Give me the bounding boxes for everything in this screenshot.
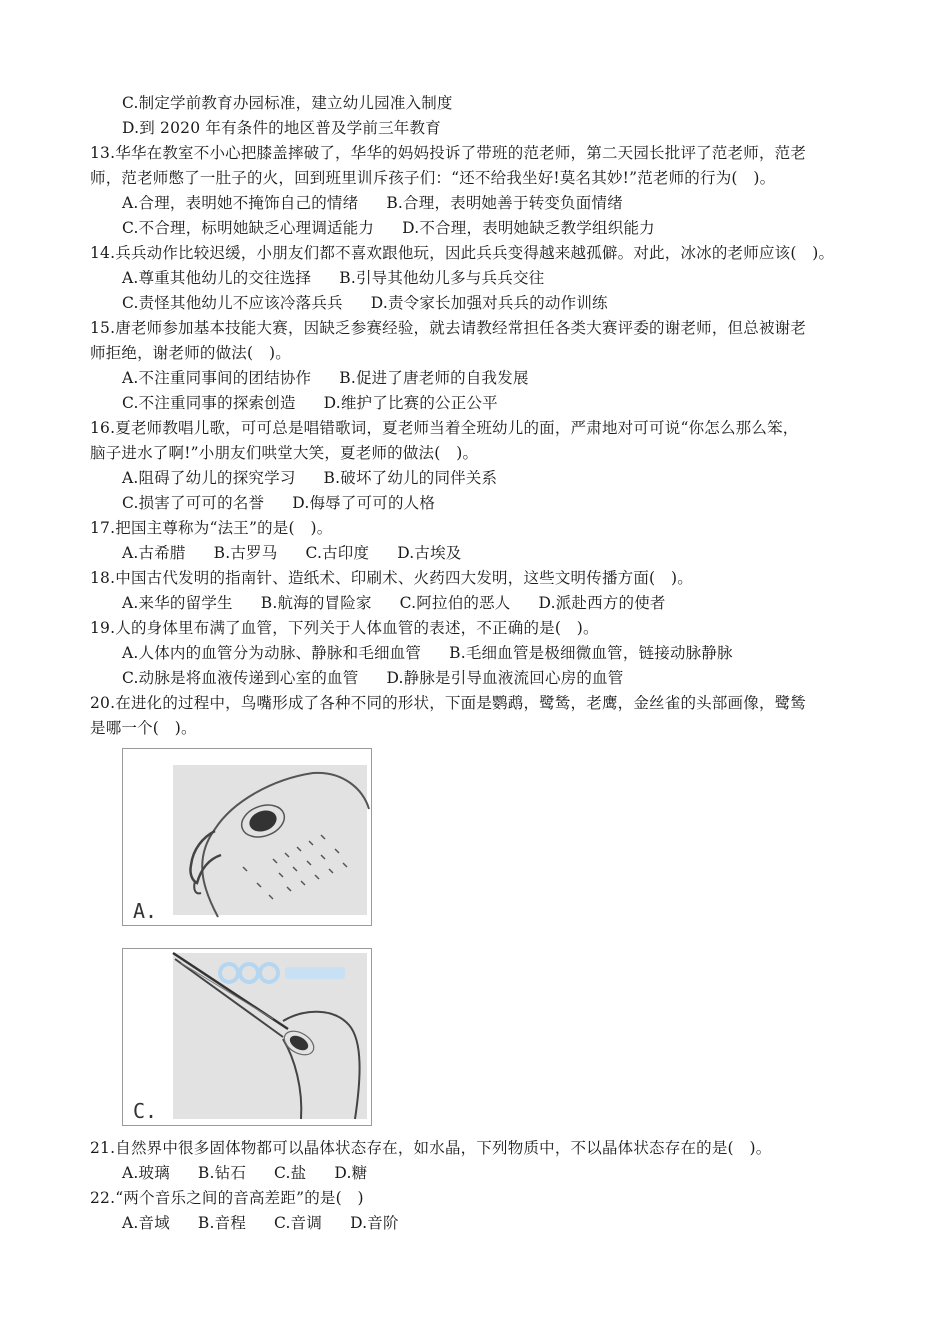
q15-option-b: B.促进了唐老师的自我发展 (339, 369, 529, 387)
figure-bird-c (122, 948, 372, 1126)
q17-options (122, 541, 490, 565)
q22-option-a: A.音域 (122, 1214, 170, 1232)
q14-options-ab (122, 266, 572, 290)
q21-option-c: C.盐 (274, 1164, 307, 1182)
q13-option-b: B.合理，表明她善于转变负面情绪 (386, 194, 623, 212)
q20-stem-1: 20.在进化的过程中，鸟嘴形成了各种不同的形状，下面是鹦鹉，鹭鸶，老鹰，金丝雀的头部画像，鹭鸶 (90, 694, 807, 712)
q14-stem: 14.兵兵动作比较迟缓，小朋友们都不喜欢跟他玩，因此兵兵变得越来越孤僻。对此，冰冰的老师应该( )。 (90, 244, 835, 262)
q19-option-c: C.动脉是将血液传递到心室的血管 (122, 669, 359, 687)
q16-stem-2: 脑子进水了啊!”小朋友们哄堂大笑，夏老师的做法( )。 (90, 444, 479, 462)
q16-options-cd (122, 491, 463, 515)
q19-option-d: D.静脉是引导血液流回心房的血管 (386, 669, 624, 687)
q17-stem: 17.把国主尊称为“法王”的是( )。 (90, 519, 333, 537)
q16-option-b: B.破坏了幼儿的同伴关系 (323, 469, 498, 487)
q15-stem-2: 师拒绝，谢老师的做法( )。 (90, 344, 291, 362)
q21-option-d: D.糖 (334, 1164, 368, 1182)
q12-option-c: C.制定学前教育办园标准，建立幼儿园准入制度 (122, 94, 453, 112)
q20-stem-2: 是哪一个( )。 (90, 719, 197, 737)
q19-options-ab (122, 641, 761, 665)
q22-stem: 22.“两个音乐之间的音高差距”的是( ) (90, 1189, 364, 1207)
q22-option-c: C.音调 (274, 1214, 323, 1232)
q13-stem-1: 13.华华在教室不小心把膝盖摔破了，华华的妈妈投诉了带班的范老师，第二天园长批评了范老师，范老 (90, 144, 807, 162)
figure-c-label: C. (133, 1099, 158, 1123)
figure-a-label: A. (133, 899, 158, 923)
q16-option-c: C.损害了可可的名誉 (122, 494, 265, 512)
q15-option-a: A.不注重同事间的团结协作 (122, 369, 312, 387)
bird-c-drawing (123, 949, 371, 1125)
q16-option-d: D.侮辱了可可的人格 (292, 494, 436, 512)
q17-option-b: B.古罗马 (213, 544, 278, 562)
q15-options-ab (122, 366, 557, 390)
q18-option-c: C.阿拉伯的恶人 (399, 594, 511, 612)
q22-option-d: D.音阶 (350, 1214, 399, 1232)
q13-options-ab (122, 191, 651, 215)
q13-option-d: D.不合理，表明她缺乏教学组织能力 (402, 219, 655, 237)
bird-a-drawing (123, 749, 371, 925)
q15-options-cd (122, 391, 526, 415)
q18-option-b: B.航海的冒险家 (260, 594, 372, 612)
q16-options-ab (122, 466, 525, 490)
q13-option-c: C.不合理，标明她缺乏心理调适能力 (122, 219, 375, 237)
figure-bird-a (122, 748, 372, 926)
q14-options-cd (122, 291, 636, 315)
q17-option-d: D.古埃及 (397, 544, 462, 562)
q17-option-c: C.古印度 (305, 544, 370, 562)
q21-option-a: A.玻璃 (122, 1164, 170, 1182)
q22-options (122, 1211, 427, 1235)
q16-stem-1: 16.夏老师教唱儿歌，可可总是唱错歌词，夏老师当着全班幼儿的面，严肃地对可可说“你怎么那么笨， (90, 419, 799, 437)
q14-option-c: C.责怪其他幼儿不应该冷落兵兵 (122, 294, 343, 312)
q17-option-a: A.古希腊 (122, 544, 186, 562)
q14-option-b: B.引导其他幼儿多与兵兵交往 (339, 269, 545, 287)
q12-option-d: D.到 2020 年有条件的地区普及学前三年教育 (122, 119, 441, 137)
q13-stem-2: 师，范老师憋了一肚子的火，回到班里训斥孩子们：“还不给我坐好!莫名其妙!”范老师的行为( )。 (90, 169, 776, 187)
q19-option-b: B.毛细血管是极细微血管，链接动脉静脉 (449, 644, 733, 662)
q21-stem: 21.自然界中很多固体物都可以晶体状态存在，如水晶，下列物质中，不以晶体状态存在的是( )。 (90, 1139, 772, 1157)
q21-option-b: B.钻石 (197, 1164, 247, 1182)
q21-options (122, 1161, 395, 1185)
q22-option-b: B.音程 (197, 1214, 247, 1232)
q19-stem: 19.人的身体里布满了血管，下列关于人体血管的表述，不正确的是( )。 (90, 619, 599, 637)
q15-stem-1: 15.唐老师参加基本技能大赛，因缺乏参赛经验，就去请教经常担任各类大赛评委的谢老师，但总被谢老 (90, 319, 807, 337)
q18-options (122, 591, 694, 615)
q19-option-a: A.人体内的血管分为动脉、静脉和毛细血管 (122, 644, 422, 662)
q13-options-cd (122, 216, 683, 240)
q18-option-a: A.来华的留学生 (122, 594, 233, 612)
q15-option-d: D.维护了比赛的公正公平 (323, 394, 498, 412)
q19-options-cd (122, 666, 651, 690)
q15-option-c: C.不注重同事的探索创造 (122, 394, 296, 412)
q16-option-a: A.阻碍了幼儿的探究学习 (122, 469, 296, 487)
q18-stem: 18.中国古代发明的指南针、造纸术、印刷术、火药四大发明，这些文明传播方面( )。 (90, 569, 693, 587)
q13-option-a: A.合理，表明她不掩饰自己的情绪 (122, 194, 359, 212)
q14-option-a: A.尊重其他幼儿的交往选择 (122, 269, 312, 287)
q18-option-d: D.派赴西方的使者 (538, 594, 666, 612)
q14-option-d: D.责令家长加强对兵兵的动作训练 (370, 294, 608, 312)
